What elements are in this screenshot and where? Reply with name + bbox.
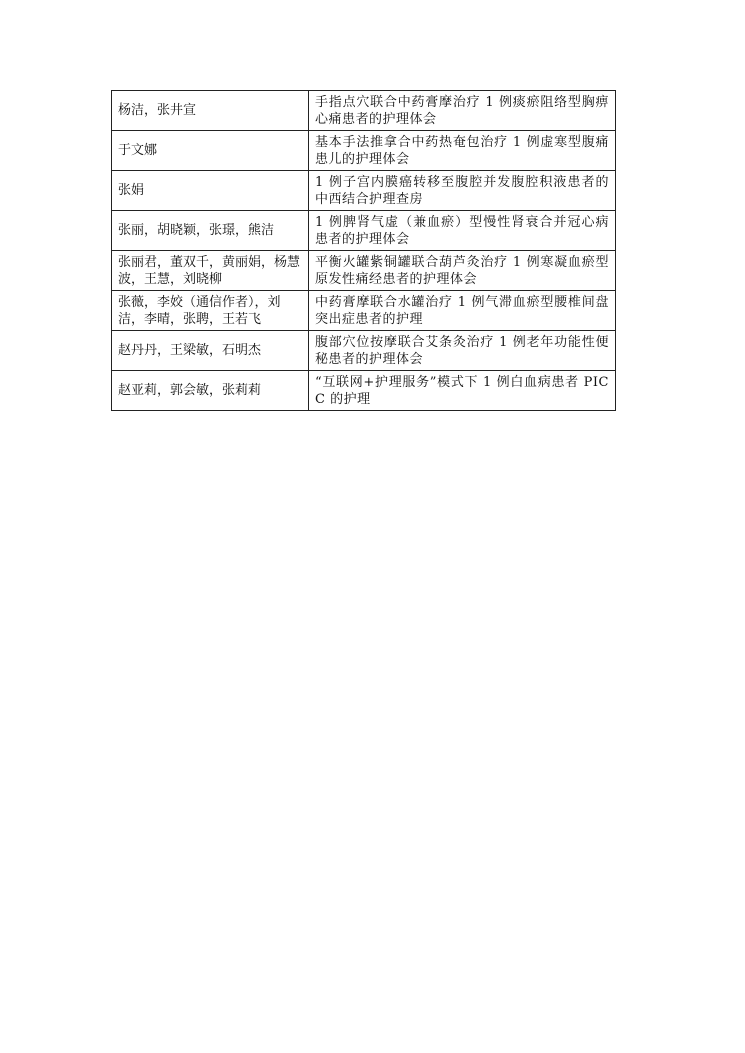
authors-cell: 赵丹丹，王梁敏，石明杰	[112, 331, 309, 371]
title-cell: 腹部穴位按摩联合艾条灸治疗 1 例老年功能性便秘患者的护理体会	[309, 331, 616, 371]
authors-cell: 于文娜	[112, 131, 309, 171]
title-cell: 1 例脾肾气虚（兼血瘀）型慢性肾衰合并冠心病患者的护理体会	[309, 211, 616, 251]
title-cell: 1 例子宫内膜癌转移至腹腔并发腹腔积液患者的中西结合护理查房	[309, 171, 616, 211]
table-row	[112, 131, 616, 171]
case-report-table	[111, 90, 616, 411]
title-cell: 手指点穴联合中药膏摩治疗 1 例痰瘀阻络型胸痹心痛患者的护理体会	[309, 91, 616, 131]
authors-cell: 张丽，胡晓颖，张璟，熊洁	[112, 211, 309, 251]
table-row	[112, 331, 616, 371]
table-row	[112, 211, 616, 251]
authors-cell: 张娟	[112, 171, 309, 211]
title-cell: 中药膏摩联合水罐治疗 1 例气滞血瘀型腰椎间盘突出症患者的护理	[309, 291, 616, 331]
title-cell: “互联网+护理服务”模式下 1 例白血病患者 PICC 的护理	[309, 371, 616, 411]
table-row	[112, 251, 616, 291]
authors-cell: 赵亚莉，郭会敏，张莉莉	[112, 371, 309, 411]
title-cell: 平衡火罐紫铜罐联合葫芦灸治疗 1 例寒凝血瘀型原发性痛经患者的护理体会	[309, 251, 616, 291]
table-row	[112, 291, 616, 331]
title-cell: 基本手法推拿合中药热奄包治疗 1 例虚寒型腹痛患儿的护理体会	[309, 131, 616, 171]
table-row	[112, 171, 616, 211]
table-row	[112, 371, 616, 411]
authors-cell: 张薇，李姣（通信作者），刘洁，李晴，张聘，王若飞	[112, 291, 309, 331]
table-row	[112, 91, 616, 131]
authors-cell: 张丽君，董双千，黄丽娟，杨慧波，王慧，刘晓柳	[112, 251, 309, 291]
authors-cell: 杨洁，张井宣	[112, 91, 309, 131]
